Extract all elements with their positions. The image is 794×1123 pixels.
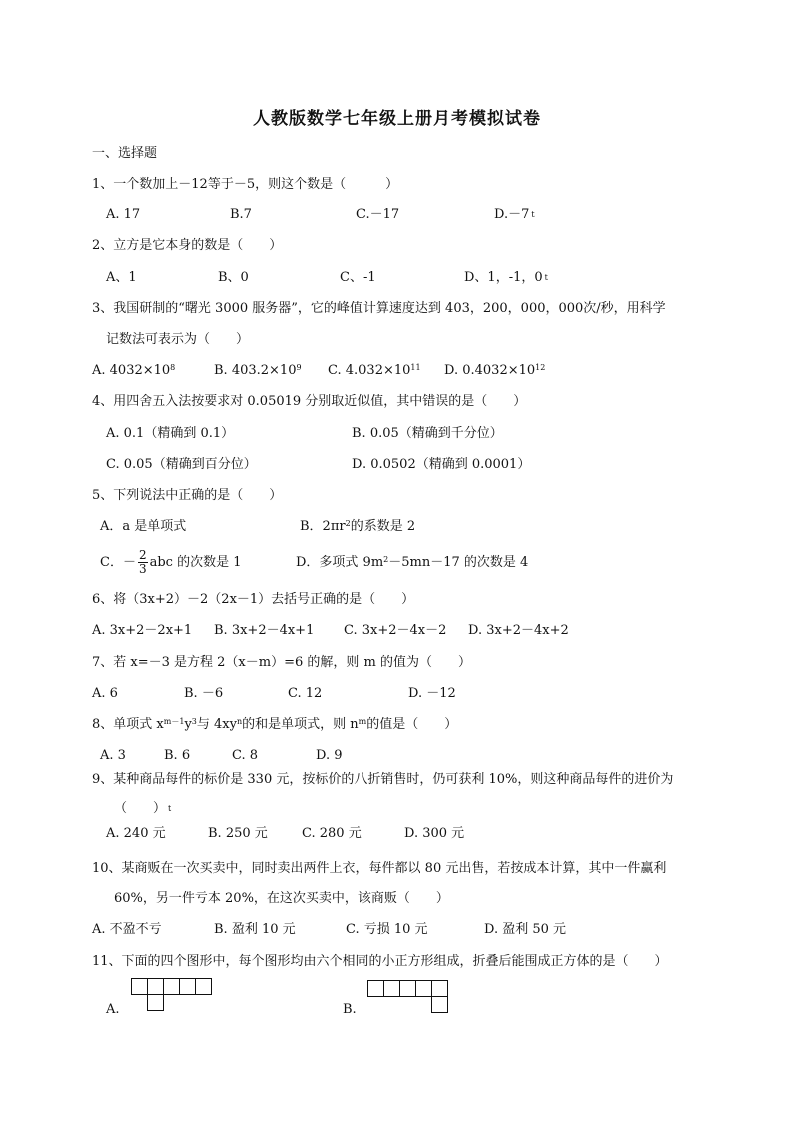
option-d: D、1，-1，0 t [464, 270, 548, 285]
question-4-stem: 4、用四舍五入法按要求对 0.05019 分别取近似值，其中错误的是（ ） [92, 394, 527, 409]
option-a: A. 不盈不亏 [92, 922, 162, 937]
question-3-stem-cont: 记数法可表示为（ ） [106, 332, 250, 347]
option-b: B. 3x+2－4x+1 [214, 623, 315, 638]
option-a: A. 6 [92, 686, 118, 701]
option-c: C. $4.032\times 10^{11}$ [328, 363, 421, 378]
question-10-stem-cont: 60%，另一件亏本 20%，在这次买卖中，该商贩（ ） [114, 891, 449, 906]
question-10-stem: 10、某商贩在一次买卖中，同时卖出两件上衣，每件都以 80 元出售，若按成本计算，其中一件赢利 [92, 861, 667, 876]
net-square [415, 980, 432, 997]
net-square [383, 980, 400, 997]
option-c: C. 280 元 [302, 826, 362, 841]
question-11-stem: 11、下面的四个图形中，每个图形均由六个相同的小正方形组成，折叠后能围成正方体的是（ ） [92, 954, 668, 969]
option-b: B. 6 [164, 748, 191, 763]
question-6-stem: 6、将（3x+2）－2（2x－1）去括号正确的是（ ） [92, 592, 415, 607]
option-b: B. $403.2\times 10^9$ [214, 363, 302, 378]
stray-mark: t [531, 210, 535, 219]
question-9-stem: 9、某种商品每件的标价是 330 元，按标价的八折销售时，仍可获利 10%，则这种商品每件的进价为 [92, 772, 674, 787]
option-a: A. $4032\times 10^8$ [92, 363, 176, 378]
option-d: D. －12 [408, 686, 456, 701]
option-c: C、-1 [340, 270, 376, 285]
option-b-label: B. [343, 1002, 357, 1017]
option-d: D. $0.4032\times 10^{12}$ [444, 363, 546, 378]
net-square [195, 978, 212, 995]
option-c: C. 0.05（精确到百分位） [106, 457, 257, 472]
option-b: B. 0.05（精确到千分位） [352, 426, 503, 441]
option-c: C．－ $\frac{2}{3}$ abc 的次数是 1 [100, 548, 242, 576]
option-a: A. 240 元 [106, 826, 166, 841]
option-d: D. 300 元 [404, 826, 465, 841]
question-3-stem: 3、我国研制的“曙光 3000 服务器”，它的峰值计算速度达到 403，200，000，000次/秒，用科学 [92, 301, 666, 316]
question-5-stem: 5、下列说法中正确的是（ ） [92, 488, 283, 503]
net-square [163, 978, 180, 995]
option-a: A. 17 [106, 207, 141, 222]
question-1-stem: 1、一个数加上－12等于－5，则这个数是（ ） [92, 177, 399, 192]
option-b: B. 盈利 10 元 [214, 922, 296, 937]
section-heading: 一、选择题 [92, 146, 158, 161]
option-b: B.7 [230, 207, 252, 222]
option-d: D．多项式 $9m^2-5mn-17$ 的次数是 4 [296, 555, 529, 570]
question-9-stem-cont: （ ） t [114, 801, 172, 816]
option-a-label: A. [106, 1002, 120, 1017]
stray-mark: t [544, 273, 548, 282]
option-a: A. 3x+2－2x+1 [92, 623, 193, 638]
option-c: C.－17 [356, 207, 400, 222]
question-2-stem: 2、立方是它本身的数是（ ） [92, 238, 283, 253]
fraction: $\frac{2}{3}$ [138, 548, 147, 576]
net-square [131, 978, 148, 995]
option-a: A. 3 [100, 748, 126, 763]
option-c: C. 亏损 10 元 [346, 922, 428, 937]
option-d: D. 0.0502（精确到 0.0001） [352, 457, 531, 472]
option-d: D. 3x+2－4x+2 [468, 623, 569, 638]
net-square [147, 994, 164, 1011]
net-square [179, 978, 196, 995]
net-square [147, 978, 164, 995]
option-c: C. 3x+2－4x－2 [344, 623, 447, 638]
option-c: C. 8 [232, 748, 259, 763]
option-d: D. 盈利 50 元 [484, 922, 567, 937]
option-c: C. 12 [288, 686, 323, 701]
net-square [431, 980, 448, 997]
question-7-stem: 7、若 x=－3 是方程 2（x－m）=6 的解，则 m 的值为（ ） [92, 655, 471, 670]
option-b: B、0 [218, 270, 249, 285]
option-a: A．a 是单项式 [100, 519, 187, 534]
exam-title: 人教版数学七年级上册月考模拟试卷 [253, 109, 541, 129]
net-square [431, 996, 448, 1013]
option-b: B. 250 元 [208, 826, 268, 841]
net-square [367, 980, 384, 997]
option-a: A、1 [106, 270, 137, 285]
option-b: B. －6 [184, 686, 224, 701]
question-8-stem: 8、单项式 $x^{m-1}y^3$与 $4xy^n$的和是单项式，则 $n^m$的值是（ ） [92, 717, 458, 732]
option-b: B．$2\pi r^2$的系数是 2 [300, 519, 416, 534]
option-d: D.－7 t [494, 207, 535, 222]
stray-mark: t [168, 804, 172, 813]
option-d: D. 9 [316, 748, 343, 763]
option-a: A. 0.1（精确到 0.1） [106, 426, 235, 441]
net-square [399, 980, 416, 997]
